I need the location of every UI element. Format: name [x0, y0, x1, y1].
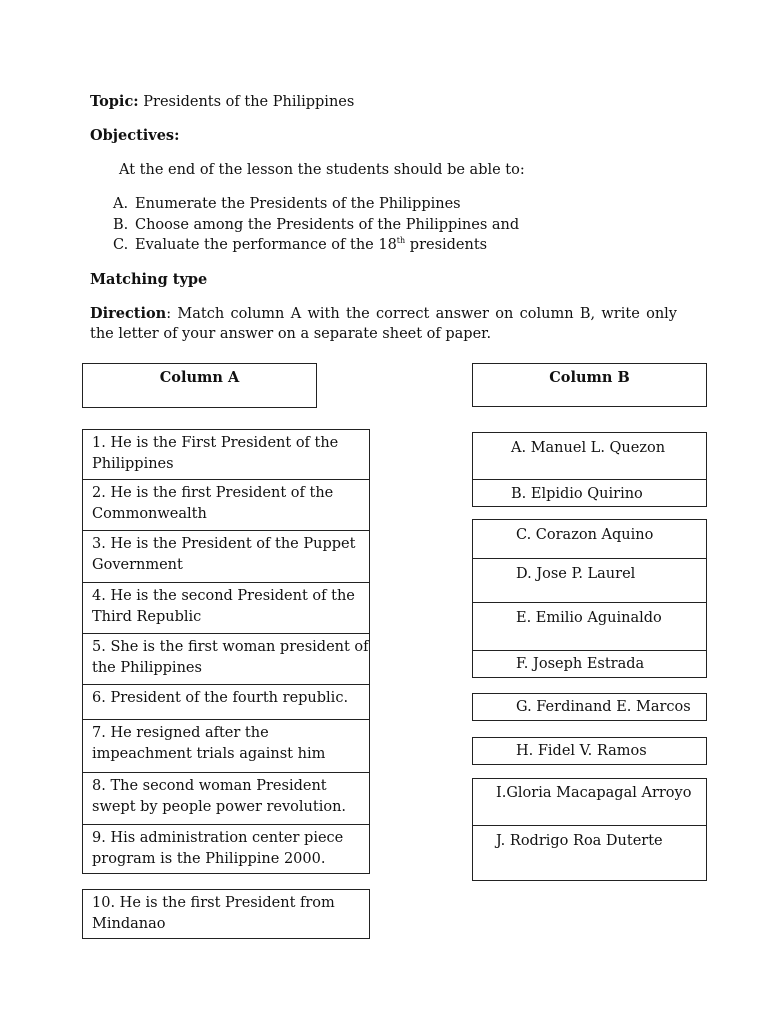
column-a-item-6: 6. President of the fourth republic.: [82, 684, 370, 720]
topic-label: Topic:: [90, 93, 139, 110]
column-b-item-a: A. Manuel L. Quezon: [472, 432, 707, 480]
objectives-heading: Objectives:: [90, 127, 180, 144]
objective-item-a: A. Enumerate the Presidents of the Philippines: [113, 196, 461, 212]
column-b-item-f: F. Joseph Estrada: [472, 650, 707, 678]
column-a-item-5: 5. She is the first woman president of the Philippines: [82, 633, 370, 685]
column-b-item-d: D. Jose P. Laurel: [472, 558, 707, 603]
column-a-item-1: 1. He is the First President of the Philippines: [82, 429, 370, 480]
direction-text: : Match column A with the correct answer on column B, write only the letter of your answer on a separate sheet of paper.: [90, 306, 677, 342]
column-b-item-h: H. Fidel V. Ramos: [472, 737, 707, 765]
column-b-item-j: J. Rodrigo Roa Duterte: [472, 825, 707, 881]
topic-line: [90, 92, 354, 112]
matching-heading: Matching type: [90, 271, 208, 288]
column-a-item-4: 4. He is the second President of the Third Republic: [82, 582, 370, 634]
column-a-item-7: 7. He resigned after the impeachment trials against him: [82, 719, 370, 773]
direction-label: Direction: [90, 305, 167, 322]
direction-paragraph: [90, 304, 677, 344]
topic-value: Presidents of the Philippines: [143, 94, 355, 110]
column-a-item-3: 3. He is the President of the Puppet Government: [82, 530, 370, 583]
column-a-header: Column A: [82, 363, 317, 408]
column-b-item-c: C. Corazon Aquino: [472, 519, 707, 559]
column-a-item-10: 10. He is the first President from Mindanao: [82, 889, 370, 939]
column-b-item-e: E. Emilio Aguinaldo: [472, 602, 707, 651]
column-b-item-b: B. Elpidio Quirino: [472, 479, 707, 507]
column-b-item-i: I.Gloria Macapagal Arroyo: [472, 778, 707, 826]
column-a-item-9: 9. His administration center piece program is the Philippine 2000.: [82, 824, 370, 874]
column-a-item-8: 8. The second woman President swept by people power revolution.: [82, 772, 370, 825]
column-b-item-g: G. Ferdinand E. Marcos: [472, 693, 707, 721]
objective-item-c: C. Evaluate the performance of the 18th presidents: [113, 236, 488, 253]
column-a-item-2: 2. He is the first President of the Commonwealth: [82, 479, 370, 531]
column-b-header: Column B: [472, 363, 707, 407]
objectives-intro: At the end of the lesson the students should be able to:: [119, 162, 525, 178]
objective-item-b: B. Choose among the Presidents of the Philippines and: [113, 217, 520, 233]
